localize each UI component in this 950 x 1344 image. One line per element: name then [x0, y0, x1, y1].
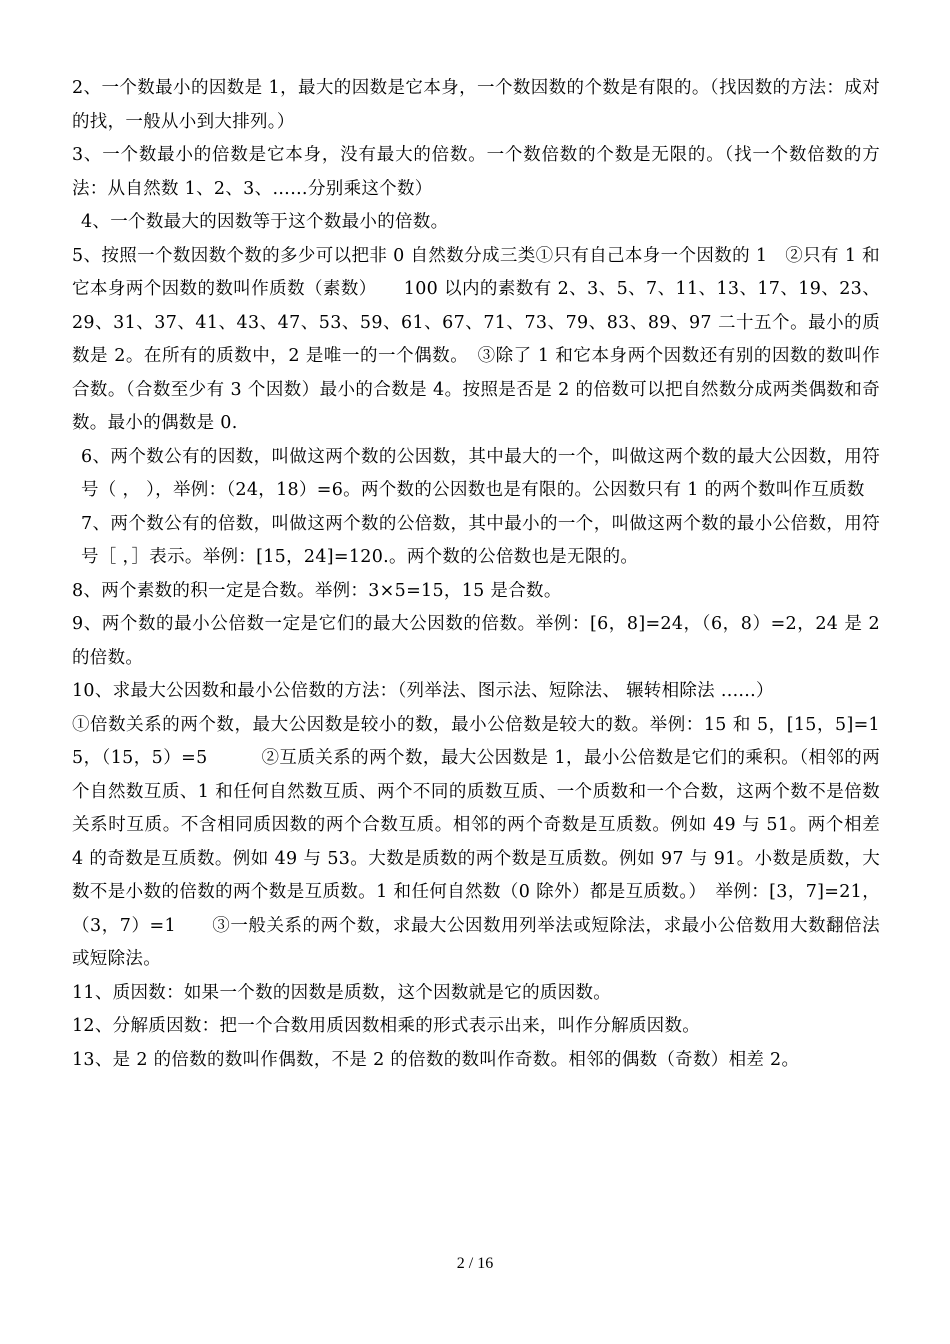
paragraph-item-13: 13、是 2 的倍数的数叫作偶数，不是 2 的倍数的数叫作奇数。相邻的偶数（奇数）相差 2。: [72, 1049, 800, 1070]
paragraph-item-10: 10、求最大公因数和最小公倍数的方法：（列举法、图示法、短除法、 辗转相除法 ......）: [72, 681, 774, 701]
paragraph-item-3: 3、一个数最小的倍数是它本身，没有最大的倍数。一个数倍数的个数是无限的。（找一个数倍数的方法：从自然数 1、2、3、……分别乘这个数）: [72, 145, 880, 199]
paragraph-item-5: 5、按照一个数因数个数的多少可以把非 0 自然数分成三类①只有自己本身一个因数的 1 ②只有 1 和它本身两个因数的数叫作质数（素数） 100 以内的素数有 2、3、5、7、11、13、17、19、23、29、31、37、41、43、47、53、59、61、67、71、73、79、83、89、97 二十五个。最小的质数是 2。在所有的质数中，2 是唯一的一个偶数。 ③除了 1 和它本身两个因数还有别的因数的数叫作合数。（合数至少有 3 个因数）最小的合数是 4。按照是否是 2 的倍数可以把自然数分成两类偶数和奇数。最小的偶数是 0.: [72, 245, 880, 433]
paragraph-item-4: 4、一个数最大的因数等于这个数最小的倍数。: [81, 212, 449, 232]
page-number: 2 / 16: [456, 1255, 494, 1272]
paragraph-item-10-detail: ①倍数关系的两个数，最大公因数是较小的数，最小公倍数是较大的数。举例：15 和 5，[15，5]=15，（15，5）=5 ②互质关系的两个数，最大公因数是 1，最小公倍数是它们的乘积。（相邻的两个自然数互质、1 和任何自然数互质、两个不同的质数互质、一个质数和一个合数，这两个数不是倍数关系时互质。不含相同质因数的两个合数互质。相邻的两个奇数是互质数。例如 49 与 51。两个相差 4 的奇数是互质数。例如 49 与 53。大数是质数的两个数是互质数。例如 97 与 91。小数是质数，大数不是小数的倍数的两个数是互质数。1 和任何自然数（0 除外）都是互质数。） 举例：[3，7]=21，（3，7）=1 ③一般关系的两个数，求最大公因数用列举法或短除法，求最小公倍数用大数翻倍法或短除法。: [72, 714, 880, 969]
paragraph-item-6: 6、两个数公有的因数，叫做这两个数的公因数，其中最大的一个，叫做这两个数的最大公因数，用符号（ ， ），举例：（24，18）=6。两个数的公因数也是有限的。公因数只有 1 的两个数叫作互质数: [81, 446, 880, 500]
paragraph-item-12: 12、分解质因数：把一个合数用质因数相乘的形式表示出来，叫作分解质因数。: [72, 1016, 701, 1036]
paragraph-item-11: 11、质因数：如果一个数的因数是质数，这个因数就是它的质因数。: [72, 982, 612, 1003]
document-body: [72, 72, 880, 1077]
paragraph-item-9: 9、两个数的最小公倍数一定是它们的最大公因数的倍数。举例：[6，8]=24，（6，8）=2，24 是 2 的倍数。: [72, 614, 880, 668]
paragraph-item-8: 8、两个素数的积一定是合数。举例：3×5=15，15 是合数。: [72, 580, 562, 601]
paragraph-item-2: 2、一个数最小的因数是 1，最大的因数是它本身，一个数因数的个数是有限的。（找因数的方法：成对的找，一般从小到大排列。）: [72, 78, 880, 132]
paragraph-item-7: 7、两个数公有的倍数，叫做这两个数的公倍数，其中最小的一个，叫做这两个数的最小公倍数，用符号［ ，］表示。举例：[15，24]=120.。两个数的公倍数也是无限的。: [81, 513, 880, 567]
